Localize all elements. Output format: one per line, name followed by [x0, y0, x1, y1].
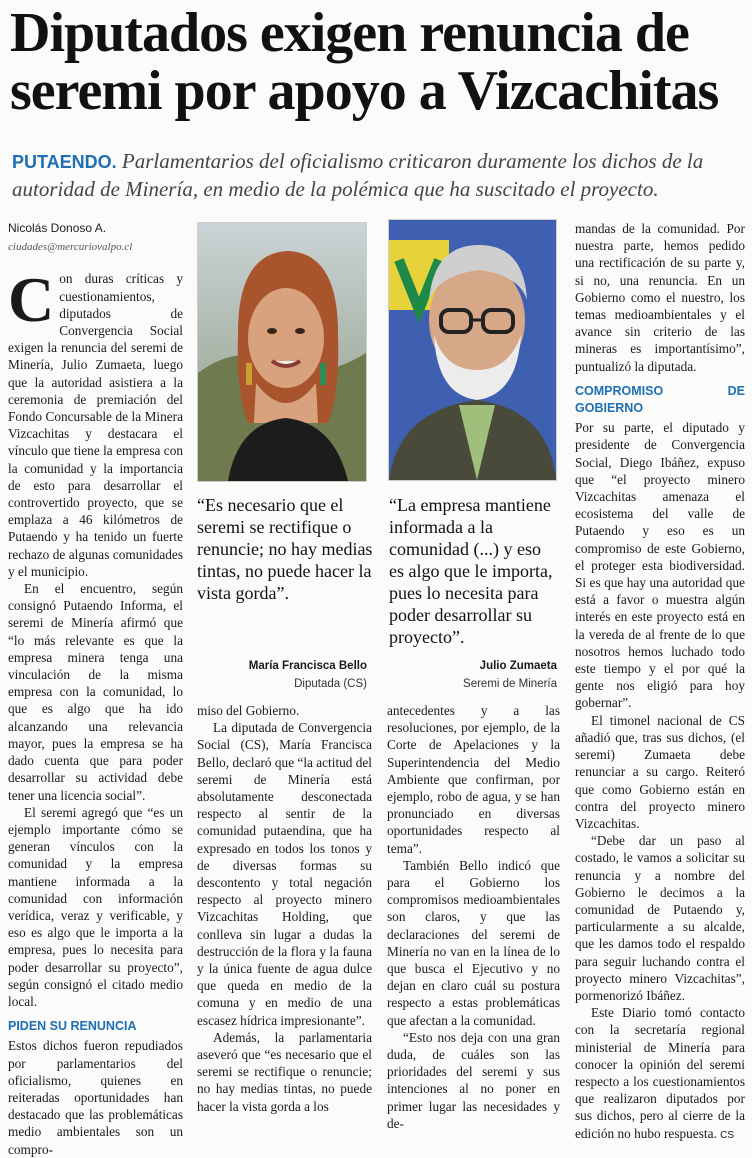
paragraph: “Esto nos deja con una gran duda, de cuáles son las prioridades del seremi y sus intenciones al no poner en primer lugar las necesidades y de-: [387, 1029, 560, 1131]
portrait-image: [198, 223, 366, 481]
column-4: [575, 220, 745, 1141]
column-3: [387, 702, 560, 1130]
pull-quote-1: “Es necesario que el seremi se rectifique o renuncie; no hay medias tintas, no puede hacer la vista gorda”.: [197, 495, 373, 603]
column-1: [8, 220, 183, 1157]
paragraph: Por su parte, el diputado y presidente de Convergencia Social, Diego Ibáñez, expuso que “el proyecto minero Vizcachitas amenaza el ecosistema del valle de Putaendo y eso es un compromiso de este Gobierno, el proteger esta biodiversidad. Si es que hay una autoridad que está a favor o muestra algún interés en este proyecto está en la vereda de al frente de lo que nosotros hemos luchado todo este tiempo y el por qué la gente nos eligió para hoy gobernar”.: [575, 420, 745, 711]
section-heading: COMPROMISO DE GOBIERNO: [575, 383, 745, 416]
quote-2-name: Julio Zumaeta: [479, 660, 557, 672]
byline-email: ciudades@mercuriovalpo.cl: [8, 241, 133, 254]
paragraph: El timonel nacional de CS añadió que, tras sus dichos, (el seremi) Zumaeta debe renunciar a su cargo. Reiteró que como Gobierno están en contra del proyecto minero Vizcachitas.: [575, 712, 745, 831]
quote-2-role: Seremi de Minería: [463, 678, 557, 690]
drop-cap: C: [8, 264, 55, 336]
headline-line-1: Diputados exigen renuncia de: [10, 2, 689, 64]
photo-julio-zumaeta: [388, 219, 557, 481]
photo-maria-francisca-bello: [197, 222, 367, 482]
byline-author: Nicolás Donoso A.: [8, 221, 107, 235]
paragraph: miso del Gobierno.: [197, 703, 300, 718]
paragraph: La diputada de Convergencia Social (CS), María Francisca Bello, declaró que “la actitud del seremi de Minería está absolutamente desconectada respecto al sentir de la comunidad putaendina, que ha expresado en todos los tonos y de diversas formas su descontento y total negación respecto al proyecto minero Vizcachitas Holding, que conlleva sin lugar a dudas la destrucción de la flora y la fauna y la única fuente de agua dulce que queda en medio de la comuna y en medio de una escasez hídrica impresionante”.: [197, 720, 373, 1028]
headline: [10, 4, 745, 120]
paragraph: En el encuentro, según consignó Putaendo Informa, el seremi de Minería afirmó que “lo más relevante es que la empresa minera tenga una vinculación de la misma empresa con la comunidad, lo que es algo que ha ido alcanzando una relevancia mayor, pues la empresa se ha dado cuenta que para poder desarrollar su actividad debe tener una licencia social”.: [8, 581, 183, 803]
paragraph: [8, 264, 183, 580]
portrait-image: [389, 220, 556, 480]
dateline-place: PUTAENDO.: [12, 152, 117, 172]
paragraph-text: Este Diario tomó contacto con la secretaría regional ministerial de Minería para conocer la opinión del seremi respecto a los cuestionamientos que realizaron diputados por sus dichos, pero al cierre de la edición no hubo respuesta.: [575, 1005, 745, 1141]
paragraph: antecedentes y a las resoluciones, por ejemplo, de la Corte de Apelaciones y la Superintendencia del Medio Ambiente que confirman, por ejemplo, robo de agua, y se han pronunciado en diversas oportunidades respecto al tema”.: [387, 703, 560, 856]
paragraph-text: on duras críticas y cuestionamientos, diputados de Convergencia Social exigen la renuncia del seremi de Minería, Julio Zumaeta, luego que la autoridad asistiera a la ceremonia de premiación del Fondo Concursable de la Minera Vizcachitas y destacara el vínculo que tiene la empresa con la comunidad y la importancia de esto para desarrollar el controvertido proyecto, que se emplaza a 46 kilómetros de Putaendo y ha tenido un fuerte rechazo de algunas comunidades y el municipio.: [8, 271, 183, 579]
column-2: [197, 702, 372, 1130]
paragraph: mandas de la comunidad. Por nuestra parte, hemos pedido una rectificación de su parte y, si no, una renuncia. En un Gobierno como el nuestro, los temas medioambientales y el avance sin criterio de las mineras es importantísimo”, puntualizó la diputada.: [575, 221, 745, 374]
section-heading: PIDEN SU RENUNCIA: [8, 1019, 137, 1034]
paragraph: Estos dichos fueron repudiados por parlamentarios del oficialismo, quienes en reiteradas oportunidades han destacado que las problemáticas medio ambientales son un compro-: [8, 1038, 183, 1157]
subhead-text: Parlamentarios del oficialismo criticaron duramente los dichos de la autoridad de Minería, en medio de la polémica que ha suscitado el proyecto.: [12, 149, 704, 201]
paragraph: “Debe dar un paso al costado, le vamos a solicitar su renuncia y a nombre del Gobierno le decimos a la comunidad de Putaendo y, particularmente a su alcalde, que les damos todo el respaldo para seguir luchando contra el proyecto minero Vizcachitas”, pormenorizó Ibáñez.: [575, 833, 745, 1003]
subhead: [12, 148, 742, 203]
headline-line-2: seremi por apoyo a Vizcachitas: [10, 60, 719, 122]
end-mark: CS: [720, 1129, 735, 1141]
paragraph: [575, 1004, 745, 1144]
quote-1-name: María Francisca Bello: [248, 660, 367, 672]
paragraph: Además, la parlamentaria aseveró que “es necesario que el seremi se rectifique o renuncie; no hay medias tintas, no puede hacer la vista gorda a los: [197, 1029, 372, 1114]
pull-quote-2: “La empresa mantiene informada a la comunidad (...) y eso es algo que le importa, pues lo necesita para poder desarrollar su proyecto”.: [389, 495, 553, 647]
paragraph: El seremi agregó que “es un ejemplo importante cómo se generan vínculos con la comunidad y la empresa mantiene informada a la comunidad con información verídica, veraz y verificable, y eso es algo que le importa a la empresa, pues lo necesita para poder desarrollar su proyecto”, según consignó el citado medio local.: [8, 804, 183, 1009]
paragraph: También Bello indicó que para el Gobierno los compromisos medioambientales son claros, y que las declaraciones del seremi de Minería no van en la línea de lo que busca el Ejecutivo y no dejan en claro cuál su postura respecto a estas problemáticas que afectan a la comunidad.: [387, 857, 560, 1028]
quote-1-role: Diputada (CS): [294, 678, 367, 690]
